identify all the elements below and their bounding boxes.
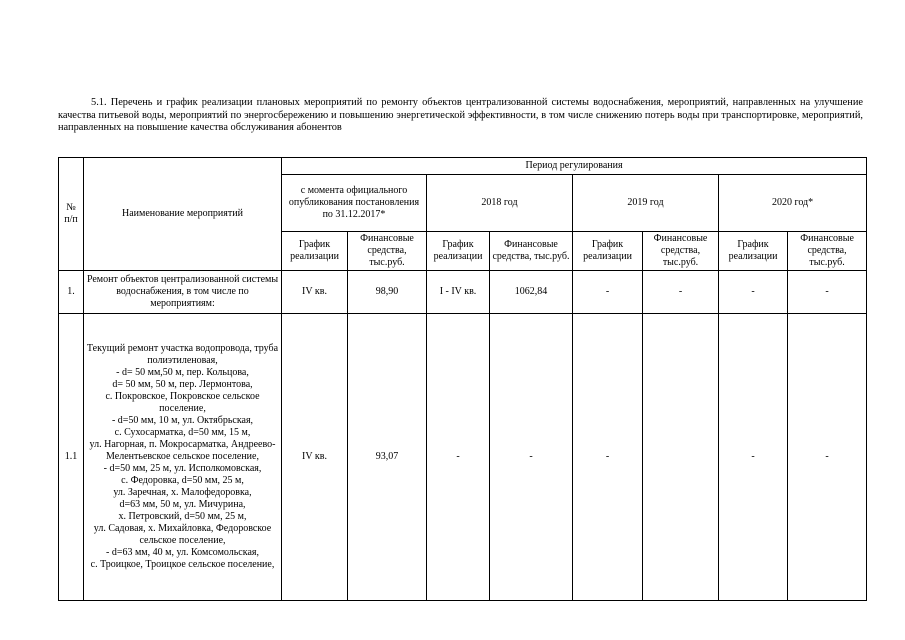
cell-value: - [573,271,643,314]
section-heading-text: 5.1. Перечень и график реализации плановых мероприятий по ремонту объектов централизованной системы водоснабжения, мероприятий, направленных на улучшение качества питьевой воды, мероприятий по энергосбережению и повышению энергетической эффективности, в том числе снижению потерь воды при транспортировке, мероприятий, направленных на повышение качества обслуживания абонентов [58,97,863,134]
cell-value: - [719,314,788,601]
subheader-finance: Финансовые средства, тыс.руб. [788,232,867,271]
cell-value: 93,07 [348,314,427,601]
row-number: 1. [59,271,84,314]
subheader-schedule: График реализации [427,232,490,271]
cell-value: 1062,84 [490,271,573,314]
cell-value: - [427,314,490,601]
subheader-schedule: График реализации [719,232,788,271]
table-row [59,271,867,314]
col-name-header: Наименование мероприятий [84,158,282,271]
row-name: Ремонт объектов централизованной системы водоснабжения, в том числе по мероприятиям: [84,271,282,314]
cell-value [643,314,719,601]
subheader-finance: Финансовые средства, тыс.руб. [348,232,427,271]
period-header: Период регулирования [282,158,867,175]
period-header-2020: 2020 год* [719,175,867,232]
row-number: 1.1 [59,314,84,601]
table-row [59,314,867,601]
subheader-schedule: График реализации [282,232,348,271]
cell-value: - [643,271,719,314]
cell-value: - [719,271,788,314]
section-heading [58,97,863,135]
col-number-header: № п/п [59,158,84,271]
cell-value: 98,90 [348,271,427,314]
cell-value: - [788,271,867,314]
subheader-schedule: График реализации [573,232,643,271]
period-header-2017: с момента официального опубликования постановления по 31.12.2017* [282,175,427,232]
cell-value: - [573,314,643,601]
cell-value: IV кв. [282,271,348,314]
row-name: Текущий ремонт участка водопровода, труба полиэтиленовая, - d= 50 мм,50 м, пер. Кольцова, d= 50 мм, 50 м, пер. Лермонтова, с. Покровское, Покровское сельское поселение, - d=50 мм, 10 м, ул. Октябрьская, с. Сухосарматка, d=50 мм, 15 м, ул. Нагорная, п. Мокросарматка, Андреево-Мелентьевское сельское поселение, - d=50 мм, 25 м, ул. Исполкомовская, с. Федоровка, d=50 мм, 25 м, ул. Заречная, х. Малофедоровка, d=63 мм, 50 м, ул. Мичурина, х. Петровский, d=50 мм, 25 м, ул. Садовая, х. Михайловка, Федоровское сельское поселение, - d=63 мм, 40 м, ул. Комсомольская, с. Троицкое, Троицкое сельское поселение, [84,314,282,601]
cell-value: IV кв. [282,314,348,601]
period-header-2019: 2019 год [573,175,719,232]
cell-value: - [788,314,867,601]
subheader-finance: Финансовые средства, тыс.руб. [490,232,573,271]
table-header-row [59,158,867,175]
subheader-finance: Финансовые средства, тыс.руб. [643,232,719,271]
cell-value: I - IV кв. [427,271,490,314]
measures-table [58,157,867,601]
period-header-2018: 2018 год [427,175,573,232]
cell-value: - [490,314,573,601]
